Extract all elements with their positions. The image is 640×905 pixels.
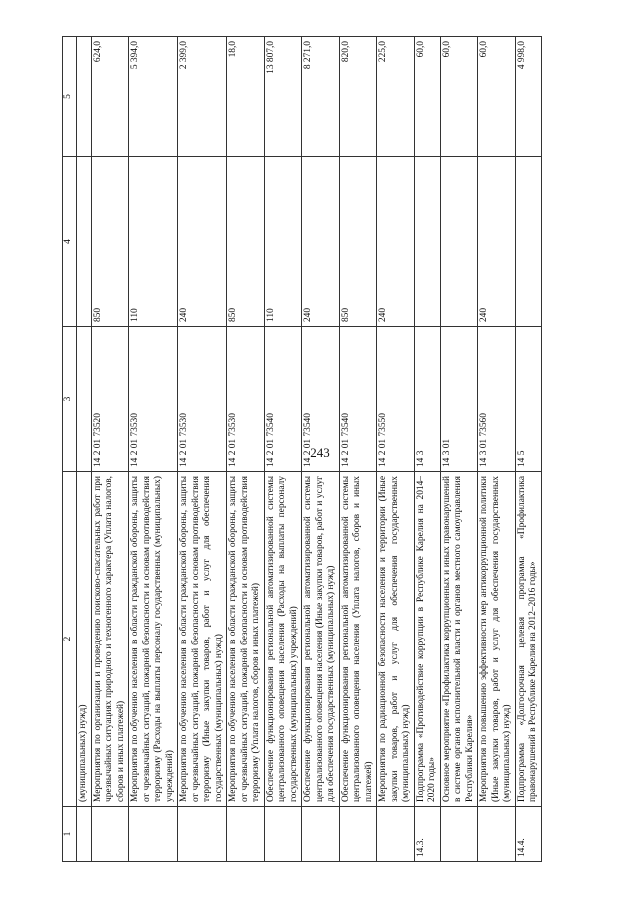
row-number	[178, 807, 227, 862]
row-code: 14 5	[515, 327, 541, 472]
row-type: 240	[377, 157, 415, 327]
table-row	[377, 37, 415, 862]
row-code: 14 2 01 73520	[91, 327, 129, 472]
row-name: (муниципальных) нужд)	[77, 472, 92, 807]
row-value: 624,0	[91, 37, 129, 157]
row-name: Обеспечение функционирования региональной автоматизированной системы централизованного оповещения населения (Уплата налогов, сборов и иных платежей)	[339, 472, 377, 807]
row-code: 14 2 01 73540	[264, 327, 302, 472]
row-name: Обеспечение функционирования региональной автоматизированной системы централизованного оповещения населения (Иные закупки товаров, работ и услуг для обеспечения государственных (муниципальных) нужд)	[302, 472, 340, 807]
row-number	[440, 807, 478, 862]
row-code: 14 2 01 73540	[339, 327, 377, 472]
row-code: 14 2 01 73540	[302, 327, 340, 472]
row-code: 14 2 01 73530	[178, 327, 227, 472]
row-code: 14 3	[414, 327, 440, 472]
row-type	[515, 157, 541, 327]
row-type: 110	[264, 157, 302, 327]
row-name: Мероприятия по обучению населения в области гражданской обороны, защиты от чрезвычайных ситуаций, пожарной безопасности и основам противодействия терроризму (Уплата налогов, сборов и иных платежей)	[227, 472, 265, 807]
table-row	[414, 37, 440, 862]
row-code: 14 3 01 73560	[478, 327, 516, 472]
row-value: 60,0	[414, 37, 440, 157]
table-row	[515, 37, 541, 862]
row-value: 13 807,0	[264, 37, 302, 157]
table-header-row	[63, 37, 77, 862]
row-code: 14 3 01	[440, 327, 478, 472]
table-row	[302, 37, 340, 862]
row-value: 2 399,0	[178, 37, 227, 157]
row-value: 5 394,0	[129, 37, 178, 157]
header-col-1: 1	[63, 807, 77, 862]
row-number	[227, 807, 265, 862]
row-type	[77, 157, 92, 327]
row-value: 820,0	[339, 37, 377, 157]
row-name: Подпрограмма «Долгосрочная целевая программа «Профилактика правонарушений в Республике Карелия на 2012–2016 годы»	[515, 472, 541, 807]
table-row	[227, 37, 265, 862]
row-value	[77, 37, 92, 157]
row-number	[77, 807, 92, 862]
row-code: 14 2 01 73530	[227, 327, 265, 472]
header-col-2: 2	[63, 472, 77, 807]
table-row	[478, 37, 516, 862]
row-type: 110	[129, 157, 178, 327]
row-type: 240	[178, 157, 227, 327]
row-number	[302, 807, 340, 862]
row-value: 18,0	[227, 37, 265, 157]
table-row	[178, 37, 227, 862]
row-number	[91, 807, 129, 862]
row-type	[440, 157, 478, 327]
row-value: 225,0	[377, 37, 415, 157]
row-name: Подпрограмма «Противодействие коррупции в Республике Карелия на 2014–2020 годы»	[414, 472, 440, 807]
header-col-3: 3	[63, 327, 77, 472]
row-number	[339, 807, 377, 862]
row-type: 240	[478, 157, 516, 327]
table-row	[264, 37, 302, 862]
row-number: 14.3.	[414, 807, 440, 862]
row-number	[129, 807, 178, 862]
row-number: 14.4.	[515, 807, 541, 862]
row-type: 850	[227, 157, 265, 327]
row-value: 4 998,0	[515, 37, 541, 157]
row-code	[77, 327, 92, 472]
row-name: Обеспечение функционирования региональной автоматизированной системы централизованного оповещения населения (Расходы на выплаты персоналу государственных (муниципальных) учреждений)	[264, 472, 302, 807]
row-type: 850	[339, 157, 377, 327]
row-code: 14 2 01 73530	[129, 327, 178, 472]
table-row	[91, 37, 129, 862]
row-code: 14 2 01 73550	[377, 327, 415, 472]
table-row	[440, 37, 478, 862]
table-row	[129, 37, 178, 862]
row-number	[478, 807, 516, 862]
row-name: Мероприятия по повышению эффективности мер антикоррупционной политики (Иные закупки товаров, работ и услуг для обеспечения государственных (муниципальных) нужд)	[478, 472, 516, 807]
row-number	[377, 807, 415, 862]
rotated-budget-table	[62, 37, 592, 862]
table-row	[77, 37, 92, 862]
row-value: 60,0	[440, 37, 478, 157]
row-type	[414, 157, 440, 327]
row-value: 60,0	[478, 37, 516, 157]
table-row	[339, 37, 377, 862]
row-name: Основное мероприятие «Профилактика коррупционных и иных правонарушений в системе органов исполнительной власти и органов местного самоуправления Республики Карелия»	[440, 472, 478, 807]
row-name: Мероприятия по организации и проведению поисково-спасательных работ при чрезвычайных ситуациях природного и техногенного характера (Уплата налогов, сборов и иных платежей)	[91, 472, 129, 807]
budget-table	[62, 36, 542, 862]
header-col-5: 5	[63, 37, 77, 157]
row-name: Мероприятия по радиационной безопасности населения и территории (Иные закупки товаров, работ и услуг для обеспечения государственных (муниципальных) нужд)	[377, 472, 415, 807]
row-value: 8 271,0	[302, 37, 340, 157]
header-col-4: 4	[63, 157, 77, 327]
page-number: 243	[310, 445, 330, 460]
row-number	[264, 807, 302, 862]
row-name: Мероприятия по обучению населения в области гражданской обороны, защиты от чрезвычайных ситуаций, пожарной безопасности и основам противодействия терроризму (Расходы на выплаты персоналу государственных (муниципальных) учреждений)	[129, 472, 178, 807]
row-name: Мероприятия по обучению населения в области гражданской обороны, защиты от чрезвычайных ситуаций, пожарной безопасности и основам противодействия терроризму (Иные закупки товаров, работ и услуг для обеспечения государственных (муниципальных) нужд)	[178, 472, 227, 807]
row-type: 850	[91, 157, 129, 327]
row-type: 240	[302, 157, 340, 327]
